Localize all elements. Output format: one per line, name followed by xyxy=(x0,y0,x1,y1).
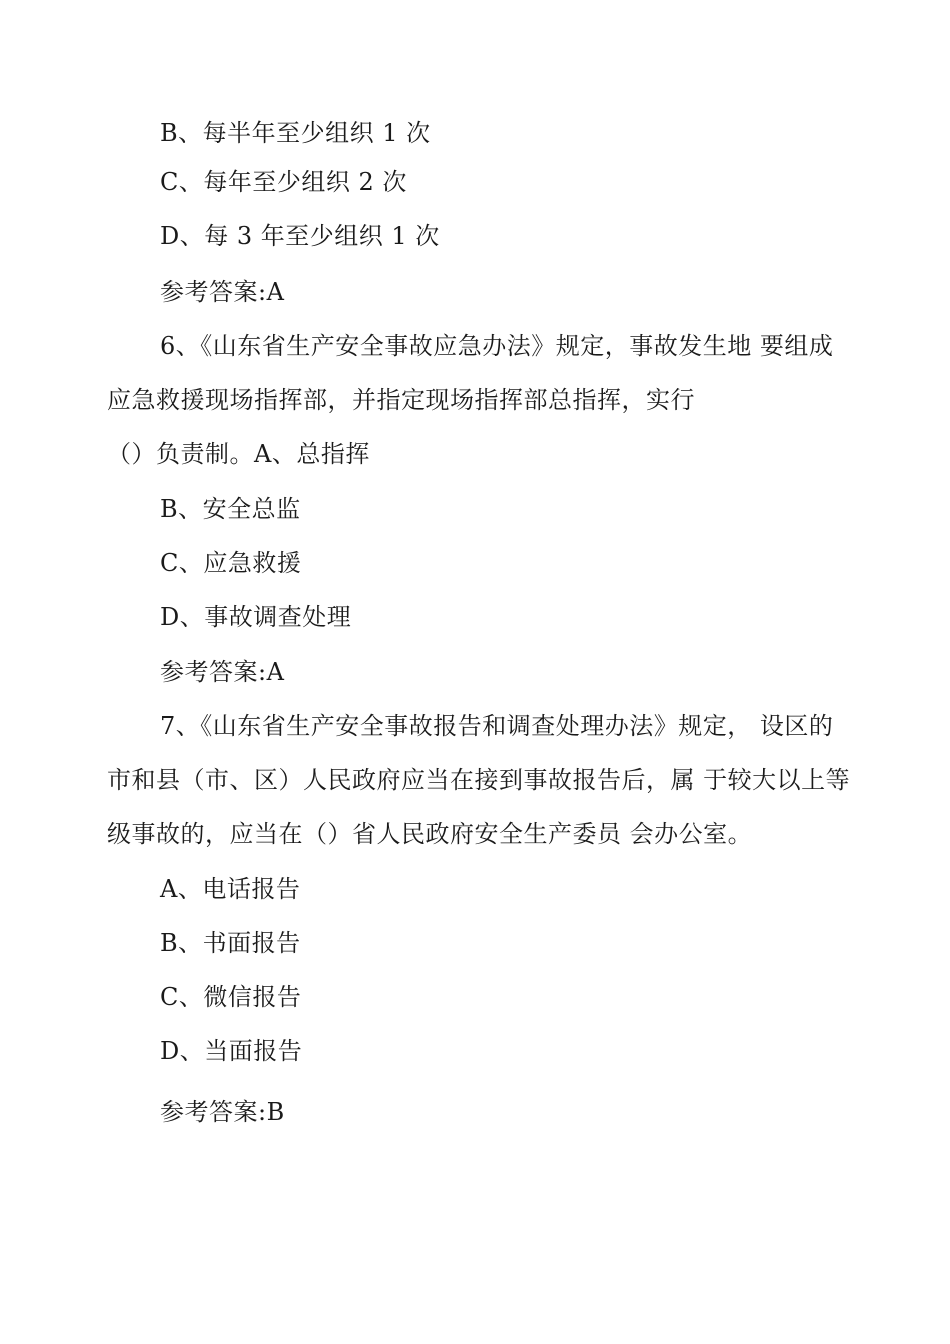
q6-option-b: B、安全总监 xyxy=(160,495,301,523)
q6-answer: 参考答案:A xyxy=(160,658,285,686)
q7-stem-line-3: 级事故的，应当在（）省人民政府安全生产委员 会办公室。 xyxy=(107,820,753,848)
q6-stem-line-2: 应急救援现场指挥部，并指定现场指挥部总指挥，实行 xyxy=(107,386,695,414)
q6-option-d: D、事故调查处理 xyxy=(160,603,352,631)
q6-stem-line-3: （）负责制。A、总指挥 xyxy=(107,440,370,468)
q5-answer: 参考答案:A xyxy=(160,278,285,306)
q7-option-c: C、微信报告 xyxy=(160,983,302,1011)
q7-stem-line-2: 市和县（市、区）人民政府应当在接到事故报告后，属 于较大以上等 xyxy=(107,766,851,794)
q5-option-d: D、每 3 年至少组织 1 次 xyxy=(160,222,440,250)
q6-stem-line-1: 6、《山东省生产安全事故应急办法》规定，事故发生地 要组成 xyxy=(160,332,834,360)
q6-option-c: C、应急救援 xyxy=(160,549,302,577)
q7-stem-line-1: 7、《山东省生产安全事故报告和调查处理办法》规定， 设区的 xyxy=(160,712,834,740)
q5-option-b: B、每半年至少组织 1 次 xyxy=(160,119,431,147)
q7-option-b: B、书面报告 xyxy=(160,929,301,957)
q5-option-c: C、每年至少组织 2 次 xyxy=(160,168,407,196)
q7-answer: 参考答案:B xyxy=(160,1098,285,1126)
q7-option-a: A、电话报告 xyxy=(160,875,301,903)
q7-option-d: D、当面报告 xyxy=(160,1037,303,1065)
